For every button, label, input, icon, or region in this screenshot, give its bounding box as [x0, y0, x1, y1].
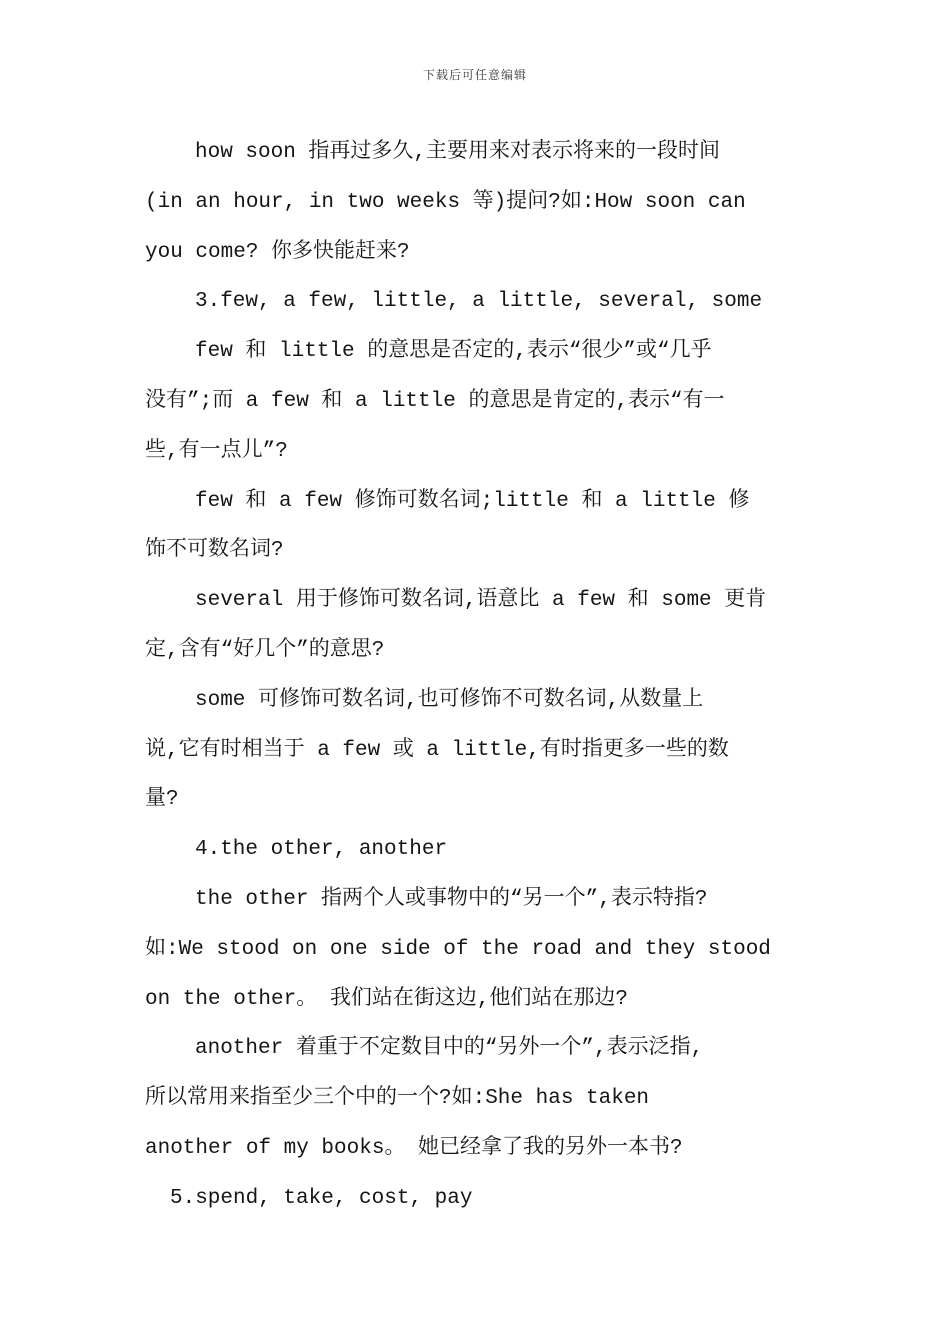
text-line: how soon 指再过多久,主要用来对表示将来的一段时间: [195, 141, 721, 164]
text-line: some 可修饰可数名词,也可修饰不可数名词,从数量上: [195, 688, 704, 712]
text-line: 所以常用来指至少三个中的一个?如:She has taken: [145, 1087, 650, 1111]
document-body: [145, 128, 815, 1224]
text-line: 量?: [145, 788, 179, 812]
text-line: the other 指两个人或事物中的“另一个”,表示特指?: [195, 887, 708, 911]
text-line: another of my books。 她已经拿了我的另外一本书?: [145, 1136, 683, 1160]
text-line: 4.the other, another: [195, 838, 448, 862]
page-header: 下载后可任意编辑: [422, 68, 527, 82]
text-line: on the other。 我们站在街这边,他们站在那边?: [145, 987, 629, 1011]
text-line: 些,有一点儿”?: [145, 439, 288, 463]
text-line: another 着重于不定数目中的“另外一个”,表示泛指,: [195, 1037, 704, 1061]
text-line: (in an hour, in two weeks 等)提问?如:How soon can: [145, 190, 746, 214]
text-line: 5.spend, take, cost, pay: [170, 1186, 473, 1210]
text-line: 3.few, a few, little, a little, several, some: [195, 290, 763, 314]
text-line: several 用于修饰可数名词,语意比 a few 和 some 更肯: [195, 589, 767, 613]
text-line: 如:We stood on one side of the road and they stood: [145, 937, 771, 961]
text-line: you come? 你多快能赶来?: [145, 240, 410, 264]
text-line: few 和 little 的意思是否定的,表示“很少”或“几乎: [195, 340, 712, 364]
text-line: 定,含有“好几个”的意思?: [145, 638, 385, 662]
text-line: 没有”;而 a few 和 a little 的意思是肯定的,表示“有一: [145, 389, 725, 413]
text-line: 饰不可数名词?: [145, 539, 284, 563]
text-line: 说,它有时相当于 a few 或 a little,有时指更多一些的数: [145, 738, 729, 762]
text-line: few 和 a few 修饰可数名词;little 和 a little 修: [195, 489, 750, 513]
